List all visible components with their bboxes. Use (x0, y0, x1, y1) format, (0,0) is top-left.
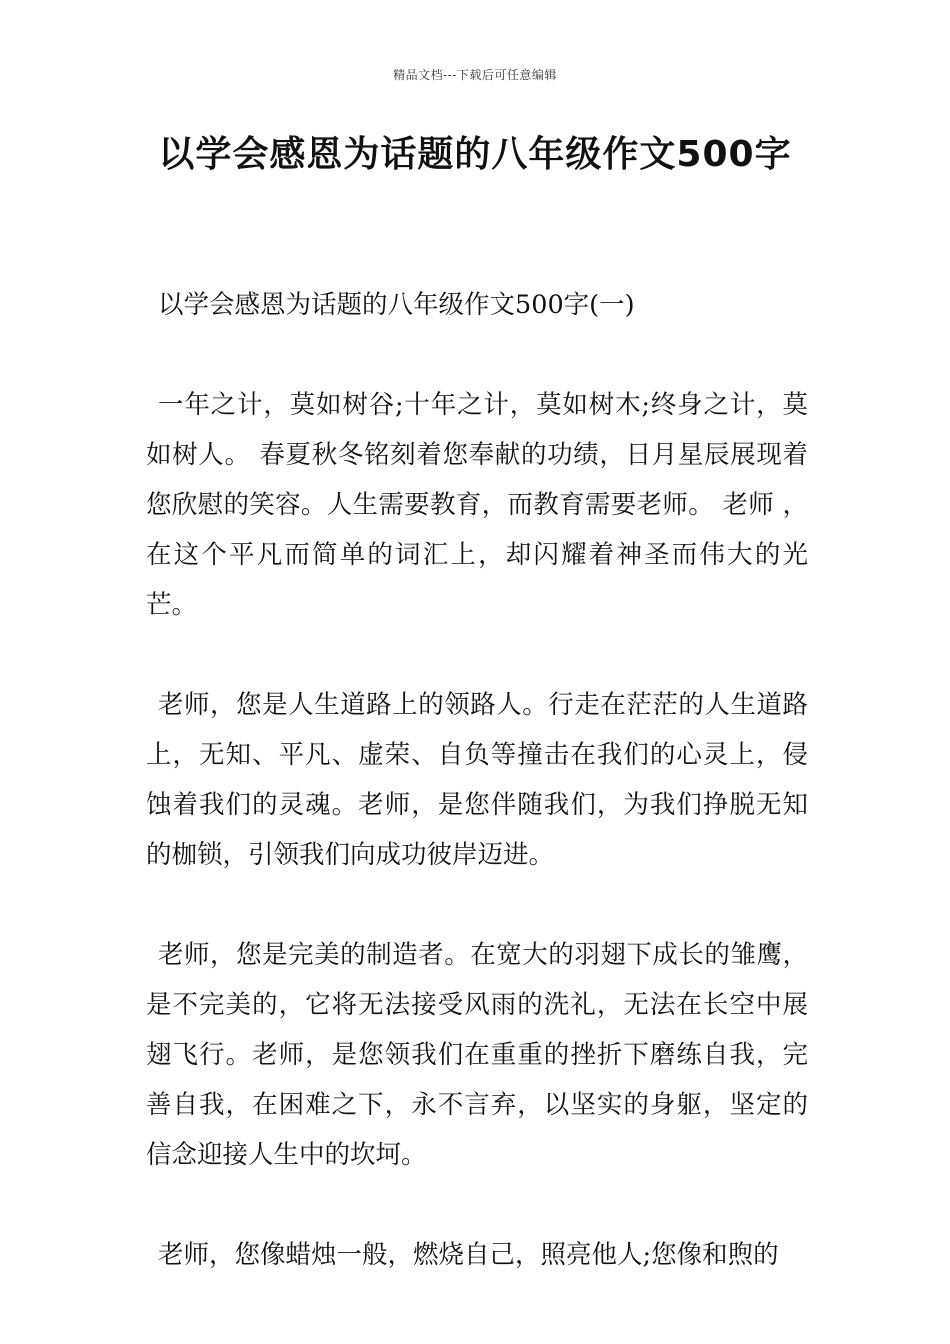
body-paragraph-1: 一年之计，莫如树谷;十年之计，莫如树木;终身之计，莫如树人。 春夏秋冬铭刻着您奉献的功绩，日月星辰展现着您欣慰的笑容。人生需要教育，而教育需要老师。 老师 ，在这个平凡而简单的词汇上，却闪耀着神圣而伟大的光芒。 (146, 390, 808, 620)
body-paragraph-4: 老师，您像蜡烛一般，燃烧自己，照亮他人;您像和煦的 (158, 1240, 779, 1270)
document-body (146, 280, 808, 1330)
document-title: 以学会感恩为话题的八年级作文500字 (158, 134, 792, 175)
body-paragraph-2: 老师，您是人生道路上的领路人。行走在茫茫的人生道路上，无知、平凡、虚荣、自负等撞击在我们的心灵上，侵蚀着我们的灵魂。老师，是您伴随我们，为我们挣脱无知的枷锁，引领我们向成功彼岸迈进。 (146, 690, 808, 870)
body-paragraph-3: 老师，您是完美的制造者。在宽大的羽翅下成长的雏鹰，是不完美的，它将无法接受风雨的洗礼，无法在长空中展翅飞行。老师，是您领我们在重重的挫折下磨练自我，完善自我，在困难之下，永不言弃，以坚实的身躯，坚定的信念迎接人生中的坎坷。 (146, 940, 808, 1170)
essay-subtitle: 以学会感恩为话题的八年级作文500字(一) (158, 290, 635, 320)
header-note: 精品文档---下载后可任意编辑 (393, 68, 557, 82)
